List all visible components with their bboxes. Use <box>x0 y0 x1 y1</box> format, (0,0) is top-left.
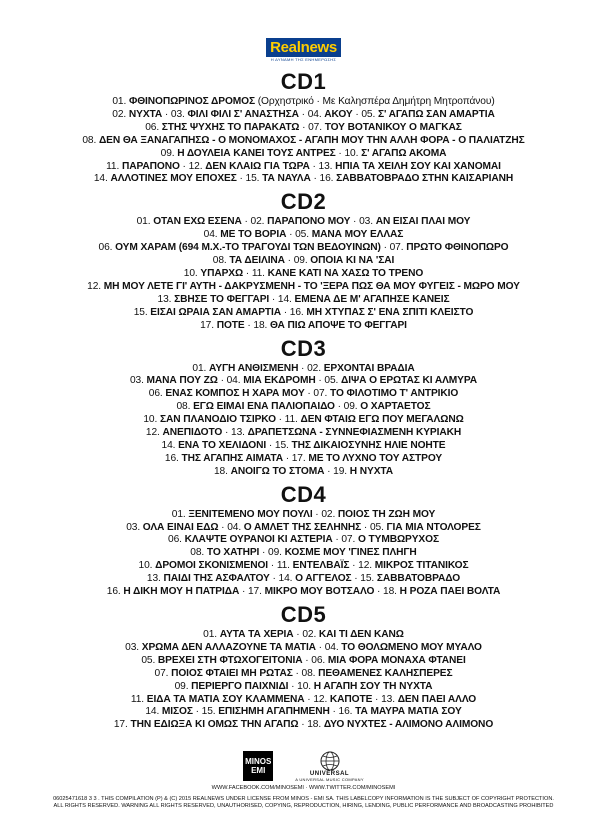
track-line <box>0 294 607 307</box>
track-line <box>0 668 607 681</box>
track-number: 11. <box>106 160 122 172</box>
track-title: Ο ΑΜΛΕΤ ΤΗΣ ΣΕΛΗΝΗΣ <box>243 521 362 533</box>
separator: · <box>222 427 231 439</box>
track-line <box>0 401 607 414</box>
track-number: 07. <box>389 242 407 254</box>
track-number: 18. <box>253 319 270 331</box>
track-title: ΠΑΙΔΙ ΤΗΣ ΑΣΦΑΛΤΟΥ <box>163 573 270 585</box>
disc-1 <box>0 68 607 186</box>
track-title: ΤΑ ΜΑΥΡΑ ΜΑΤΙΑ ΣΟΥ <box>355 706 462 718</box>
separator: · <box>284 255 294 267</box>
separator: · <box>218 521 228 533</box>
separator: · <box>179 160 189 172</box>
track-title: ΕΝΑΣ ΚΟΜΠΟΣ Η ΧΑΡΑ ΜΟΥ <box>165 388 305 400</box>
track-number: 11. <box>284 414 301 426</box>
separator: · <box>292 667 302 679</box>
globe-icon <box>320 751 340 771</box>
emi-text: EMI <box>251 766 266 775</box>
track-title: ΜΙΚΡΟ ΜΟΥ ΒΟΤΣΑΛΟ <box>264 586 375 598</box>
track-number: 13. <box>146 573 164 585</box>
separator: · <box>324 465 334 477</box>
track-number: 15. <box>133 306 151 318</box>
track-line <box>0 388 607 401</box>
track-title: ΤΗΝ ΕΔΙΩΞΑ ΚΙ ΟΜΩΣ ΤΗΝ ΑΓΑΠΩ <box>130 719 299 731</box>
track-number: 15. <box>360 573 377 585</box>
track-title: ΔΡΟΜΟΙ ΣΚΟΝΙΣΜΕΝΟΙ <box>155 560 269 572</box>
separator: · <box>335 147 345 159</box>
separator: · <box>281 306 290 318</box>
track-number: 11. <box>251 267 268 279</box>
track-number: 17. <box>200 319 217 331</box>
track-title: ΞΕΝΙΤΕΜΕΝΟ ΜΟΥ ΠΟΥΛΙ <box>188 508 313 520</box>
track-number: 08. <box>301 667 319 679</box>
separator: · <box>243 267 252 279</box>
separator: · <box>315 375 325 387</box>
track-title: ΤΟ ΦΙΛΟΤΙΜΟ Τ' ΑΝΤΡΙΚΙΟ <box>330 388 459 400</box>
track-title: ΟΤΑΝ ΕΧΩ ΕΣΕΝΑ <box>153 216 242 228</box>
track-title: ΤΑ ΔΕΙΛΙΝΑ <box>229 255 285 267</box>
track-line <box>0 586 607 599</box>
track-title: Ο ΤΥΜΒΩΡΥΧΟΣ <box>357 534 439 546</box>
track-title: ΗΠΙΑ ΤΑ ΧΕΙΛΗ ΣΟΥ ΚΑΙ ΧΑΝΟΜΑΙ <box>335 160 501 172</box>
legal-line-1: 06025471618 3 3 . THIS COMPILATION (P) & (C) 2015 REALNEWS UNDER LICENSE FROM MINOS - EMI SA. THIS LABELCOPY INFORMATION IS THE SUBJECT OF COPYRIGHT PROTECTION. <box>53 796 554 802</box>
track-line <box>0 706 607 719</box>
track-number: 05. <box>324 375 342 387</box>
track-title: ΥΠΑΡΧΩ <box>200 267 244 279</box>
track-number: 07. <box>154 667 172 679</box>
track-line <box>0 509 607 522</box>
track-title: ΟΛΑ ΕΙΝΑΙ ΕΔΩ <box>142 521 219 533</box>
track-number: 02. <box>112 108 129 120</box>
track-line <box>0 414 607 427</box>
track-title: ΔΕΝ ΠΑΕΙ ΑΛΛΟ <box>397 693 477 705</box>
track-line <box>0 281 607 294</box>
track-line <box>0 655 607 668</box>
track-line <box>0 375 607 388</box>
track-line <box>0 453 607 466</box>
track-title: ΟΥΜ ΧΑΡΑΜ (694 Μ.Χ.-ΤΟ ΤΡΑΓΟΥΔΙ ΤΩΝ ΒΕΔΟΥΙΝΩΝ) <box>115 242 381 254</box>
realnews-logo <box>263 38 344 64</box>
track-title: ΒΡΕΧΕΙ ΣΤΗ ΦΤΩΧΟΓΕΙΤΟΝΙΑ <box>157 654 303 666</box>
track-number: 10. <box>143 414 160 426</box>
track-title: ΕΝΑ ΤΟ ΧΕΛΙΔΟΝΙ <box>178 439 267 451</box>
track-number: 13. <box>381 693 398 705</box>
track-number: 10. <box>138 560 156 572</box>
track-title: ΣΑΝ ΠΛΑΝΟΔΙΟ ΤΣΙΡΚΟ <box>159 414 276 426</box>
track-title: ΕΙΔΑ ΤΑ ΜΑΤΙΑ ΣΟΥ ΚΛΑΜΜΕΝΑ <box>146 693 305 705</box>
track-note: (Ορχηστρικό · Με Καλησπέρα Δημήτρη Μητροπάνου) <box>255 96 495 107</box>
track-number: 03. <box>129 375 147 387</box>
separator: · <box>288 680 298 692</box>
track-line <box>0 268 607 281</box>
track-line <box>0 642 607 655</box>
separator: · <box>268 560 277 572</box>
track-title: ΜΗ ΜΟΥ ΛΕΤΕ ΓΙ' ΑΥΤΗ - ΔΑΚΡΥΣΜΕΝΗ - ΤΟ 'ΞΕΡΑ ΠΩΣ ΘΑ ΜΟΥ ΦΥΓΕΙΣ - ΜΩΡΟ ΜΟΥ <box>103 280 520 292</box>
track-title: ΠΕΡΙΕΡΓΟ ΠΑΙΧΝΙΔΙ <box>191 680 289 692</box>
track-number: 02. <box>307 362 324 374</box>
track-number: 06. <box>148 388 166 400</box>
track-title: ΤΗΣ ΑΓΑΠΗΣ ΑΙΜΑΤΑ <box>181 452 283 464</box>
track-number: 08. <box>212 255 230 267</box>
track-title: ΠΡΩΤΟ ΦΘΙΝΟΠΩΡΟ <box>406 242 509 254</box>
track-title: ΑΝΕΠΙΔΟΤΟ <box>162 427 223 439</box>
track-number: 12. <box>188 160 206 172</box>
separator: · <box>239 586 248 598</box>
track-line <box>0 440 607 453</box>
universal-text: UNIVERSAL <box>309 770 350 777</box>
track-number: 04. <box>307 108 325 120</box>
track-title: ΕΠΙΣΗΜΗ ΑΓΑΠΗΜΕΝΗ <box>218 706 330 718</box>
separator: · <box>304 693 314 705</box>
track-title: ΜΗ ΧΤΥΠΑΣ Σ' ΕΝΑ ΣΠΙΤΙ ΚΛΕΙΣΤΟ <box>306 306 474 318</box>
track-line <box>0 173 607 186</box>
track-number: 17. <box>113 719 131 731</box>
track-title: ΔΙΨΑ Ο ΕΡΩΤΑΣ ΚΙ ΑΛΜΥΡΑ <box>341 375 478 387</box>
separator: · <box>309 160 319 172</box>
track-number: 11. <box>130 693 147 705</box>
track-number: 15. <box>245 173 263 185</box>
track-title: ΕΡΧΟΝΤΑΙ ΒΡΑΔΙΑ <box>323 362 415 374</box>
social-urls: WWW.FACEBOOK.COM/MINOSEMI · WWW.TWITTER.COM/MINOSEMI <box>211 785 396 791</box>
disc-5 <box>0 601 607 732</box>
separator: · <box>298 108 308 120</box>
track-number: 18. <box>383 586 400 598</box>
track-title: ΤΗΣ ΔΙΚΑΙΟΣΥΝΗΣ ΗΛΙΕ ΝΟΗΤΕ <box>291 439 446 451</box>
track-number: 11. <box>276 560 293 572</box>
separator: · <box>298 362 308 374</box>
track-line <box>0 242 607 255</box>
track-title: ΜΕ ΤΟ ΒΟΡΙΑ <box>220 229 287 241</box>
track-number: 13. <box>157 293 175 305</box>
track-title: ΓΙΑ ΜΙΑ ΝΤΟΛΟΡΕΣ <box>386 521 481 533</box>
track-number: 06. <box>145 121 162 133</box>
track-title: ΘΑ ΠΙΩ ΑΠΟΨΕ ΤΟ ΦΕΓΓΑΡΙ <box>269 319 407 331</box>
track-title: Η ΔΙΚΗ ΜΟΥ Η ΠΑΤΡΙΔΑ <box>123 586 240 598</box>
track-number: 09. <box>268 547 285 559</box>
track-number: 04. <box>227 521 244 533</box>
track-number: 09. <box>293 255 311 267</box>
track-title: ΜΕ ΤΟ ΛΥΧΝΟ ΤΟΥ ΑΣΤΡΟΥ <box>308 452 443 464</box>
track-title: ΚΑΠΟΤΕ <box>329 693 373 705</box>
separator: · <box>293 629 303 640</box>
track-number: 16. <box>164 452 182 464</box>
track-number: 04. <box>226 375 244 387</box>
track-title: ΠΟΙΟΣ ΦΤΑΙΕΙ ΜΗ ΡΩΤΑΣ <box>171 667 293 679</box>
track-number: 14. <box>145 706 162 718</box>
track-title: Ο ΧΑΡΤΑΕΤΟΣ <box>360 401 431 413</box>
track-title: ΣΑΒΒΑΤΟΒΡΑΔΟ <box>376 573 461 585</box>
logo-text: Realnews <box>266 38 341 57</box>
track-line <box>0 466 607 479</box>
disc-title: CD4 <box>280 481 327 507</box>
track-line <box>0 255 607 268</box>
disc-title: CD3 <box>280 335 327 361</box>
track-number: 08. <box>190 547 207 559</box>
track-number: 16. <box>338 706 356 718</box>
track-line <box>0 216 607 229</box>
track-line <box>0 681 607 694</box>
track-line <box>0 573 607 586</box>
track-number: 18. <box>213 465 231 477</box>
separator: · <box>275 414 285 426</box>
track-title: ΑΥΓΗ ΑΝΘΙΣΜΕΝΗ <box>208 362 299 374</box>
track-number: 17. <box>291 452 309 464</box>
track-title: ΤΟΥ ΒΟΤΑΝΙΚΟΥ Ο ΜΑΓΚΑΣ <box>324 121 462 133</box>
track-line <box>0 560 607 573</box>
track-title: ΤΟ ΧΑΤΗΡΙ <box>206 547 260 559</box>
track-line <box>0 148 607 161</box>
track-title: ΑΝΟΙΓΩ ΤΟ ΣΤΟΜΑ <box>230 465 325 477</box>
track-title: ΜΙΣΟΣ <box>161 706 193 718</box>
track-title: ΑΛΛΟΤΙΝΕΣ ΜΟΥ ΕΠΟΧΕΣ <box>110 173 237 185</box>
disc-title: CD2 <box>280 189 327 215</box>
track-line <box>0 307 607 320</box>
separator: · <box>350 216 360 228</box>
track-number: 17. <box>247 586 265 598</box>
track-number: 03. <box>170 108 188 120</box>
separator: · <box>349 560 359 572</box>
track-number: 07. <box>313 388 330 400</box>
minos-emi-logo <box>243 751 273 781</box>
track-title: ΚΑΙ ΤΙ ΔΕΝ ΚΑΝΩ <box>318 629 404 640</box>
track-title: ΦΘΙΝΟΠΩΡΙΝΟΣ ΔΡΟΜΟΣ <box>128 96 256 107</box>
disc-2 <box>0 188 607 332</box>
logo-subtitle: Η ΔΥΝΑΜΗ ΤΗΣ ΕΝΗΜΕΡΩΣΗΣ <box>270 57 337 62</box>
track-number: 10. <box>183 267 201 279</box>
track-number: 03. <box>126 521 143 533</box>
track-title: ΕΙΣΑΙ ΩΡΑΙΑ ΣΑΝ ΑΜΑΡΤΙΑ <box>150 306 282 318</box>
track-number: 05. <box>369 521 387 533</box>
track-title: ΚΑΝΕ ΚΑΤΙ ΝΑ ΧΑΣΩ ΤΟ ΤΡΕΝΟ <box>267 267 424 279</box>
track-title: ΤΑ ΝΑΥΛΑ <box>262 173 311 185</box>
track-title: ΜΙΚΡΟΣ ΤΙΤΑΝΙΚΟΣ <box>374 560 469 572</box>
track-title: ΔΡΑΠΕΤΣΩΝΑ - ΣΥΝΝΕΦΙΑΣΜΕΝΗ ΚΥΡΙΑΚΗ <box>247 427 462 439</box>
track-number: 12. <box>313 693 330 705</box>
disc-title: CD1 <box>280 69 327 94</box>
separator: · <box>329 706 339 718</box>
umg-text: A UNIVERSAL MUSIC COMPANY <box>295 776 364 782</box>
track-number: 05. <box>361 108 378 120</box>
track-line <box>0 135 607 148</box>
track-title: ΕΝΤΕΛΒΑΪΣ <box>292 560 350 572</box>
track-number: 05. <box>295 229 312 241</box>
track-title: ΜΑΝΑ ΠΟΥ ΖΩ <box>146 375 218 387</box>
track-number: 08. <box>176 401 194 413</box>
separator: · <box>217 375 227 387</box>
separator: · <box>310 173 320 185</box>
track-line <box>0 96 607 109</box>
track-title: ΔΕΝ ΦΤΑΙΩ ΕΓΩ ΠΟΥ ΜΕΓΑΛΩΝΩ <box>300 414 464 426</box>
legal-notice <box>0 796 607 810</box>
track-title: ΝΥΧΤΑ <box>128 108 163 120</box>
track-title: ΠΟΤΕ <box>216 319 245 331</box>
universal-logo <box>295 751 364 782</box>
track-number: 09. <box>160 147 178 159</box>
track-title: Η ΔΟΥΛΕΙΑ ΚΑΝΕΙ ΤΟΥΣ ΑΝΤΡΕΣ <box>177 147 336 159</box>
track-number: 01. <box>203 629 220 640</box>
track-title: ΣΒΗΣΕ ΤΟ ΦΕΓΓΑΡΙ <box>174 293 270 305</box>
track-line <box>0 161 607 174</box>
track-title: Σ' ΑΓΑΠΩ ΣΑΝ ΑΜΑΡΤΙΑ <box>377 108 495 120</box>
track-number: 14. <box>161 439 179 451</box>
track-line <box>0 109 607 122</box>
track-number: 18. <box>307 719 324 731</box>
track-title: ΣΤΗΣ ΨΥΧΗΣ ΤΟ ΠΑΡΑΚΑΤΩ <box>161 121 300 133</box>
separator: · <box>361 521 370 533</box>
track-number: 02. <box>302 629 319 640</box>
track-number: 01. <box>192 362 209 374</box>
track-number: 04. <box>203 229 221 241</box>
track-number: 10. <box>297 680 314 692</box>
separator: · <box>269 573 279 585</box>
track-title: ΜΙΑ ΕΚΔΡΟΜΗ <box>243 375 316 387</box>
disc-3 <box>0 335 607 479</box>
track-number: 13. <box>318 160 336 172</box>
track-title: ΕΜΕΝΑ ΔΕ Μ' ΑΓΑΠΗΣΕ ΚΑΝΕΙΣ <box>294 293 450 305</box>
separator: · <box>351 573 361 585</box>
track-title: ΚΟΣΜΕ ΜΟΥ 'ΓΙΝΕΣ ΠΛΗΓΗ <box>284 547 417 559</box>
track-line <box>0 522 607 535</box>
track-title: ΔΕΝ ΚΛΑΙΩ ΓΙΑ ΤΩΡΑ <box>205 160 310 172</box>
track-number: 07. <box>308 121 325 133</box>
track-line <box>0 229 607 242</box>
track-number: 03. <box>359 216 376 228</box>
track-number: 07. <box>341 534 358 546</box>
track-title: ΦΙΛΙ ΦΙΛΙ Σ' ΑΝΑΣΤΗΣΑ <box>187 108 299 120</box>
track-line <box>0 534 607 547</box>
tracklist <box>0 66 607 732</box>
disc-title: CD5 <box>280 602 327 627</box>
track-title: ΟΠΟΙΑ ΚΙ ΝΑ 'ΣΑΙ <box>310 255 395 267</box>
separator: · <box>269 293 278 305</box>
track-number: 16. <box>106 586 124 598</box>
separator: · <box>372 693 382 705</box>
track-title: ΑΥΤΑ ΤΑ ΧΕΡΙΑ <box>219 629 294 640</box>
track-number: 02. <box>321 508 338 520</box>
track-number: 10. <box>344 147 362 159</box>
track-title: ΤΟ ΘΟΛΩΜΕΝΟ ΜΟΥ ΜΥΑΛΟ <box>341 641 482 653</box>
track-line <box>0 629 607 642</box>
separator: · <box>236 173 246 185</box>
track-number: 09. <box>343 401 361 413</box>
track-number: 06. <box>98 242 116 254</box>
disc-4 <box>0 481 607 599</box>
record-labels <box>0 751 607 781</box>
track-title: ΜΑΝΑ ΜΟΥ ΕΛΛΑΣ <box>311 229 404 241</box>
track-title: ΠΑΡΑΠΟΝΟ <box>121 160 180 172</box>
separator: · <box>241 216 251 228</box>
separator: · <box>334 401 344 413</box>
track-title: ΚΛΑΨΤΕ ΟΥΡΑΝΟΙ ΚΙ ΑΣΤΕΡΙΑ <box>184 534 333 546</box>
track-number: 09. <box>174 680 192 692</box>
track-number: 16. <box>289 306 307 318</box>
track-line <box>0 320 607 333</box>
separator: · <box>299 121 309 133</box>
separator: · <box>259 547 269 559</box>
separator: · <box>374 586 384 598</box>
track-title: ΕΓΩ ΕΙΜΑΙ ΕΝΑ ΠΑΛΙΟΠΑΙΔΟ <box>193 401 335 413</box>
track-number: 14. <box>278 573 296 585</box>
track-number: 12. <box>145 427 163 439</box>
track-number: 12. <box>87 280 104 292</box>
track-title: ΠΟΙΟΣ ΤΗ ΖΩΗ ΜΟΥ <box>337 508 436 520</box>
track-title: ΣΑΒΒΑΤΟΒΡΑΔΟ ΣΤΗΝ ΚΑΙΣΑΡΙΑΝΗ <box>336 173 514 185</box>
track-number: 06. <box>168 534 185 546</box>
track-number: 01. <box>136 216 154 228</box>
track-number: 08. <box>82 134 99 146</box>
track-title: ΑΝ ΕΙΣΑΙ ΠΛΑΙ ΜΟΥ <box>375 216 471 228</box>
separator: · <box>298 719 308 731</box>
separator: · <box>192 706 202 718</box>
separator: · <box>282 452 292 464</box>
track-number: 04. <box>324 641 342 653</box>
track-number: 15. <box>201 706 219 718</box>
track-title: Η ΝΥΧΤΑ <box>349 465 394 477</box>
track-title: Η ΡΟΖΑ ΠΑΕΙ ΒΟΛΤΑ <box>399 586 501 598</box>
separator: · <box>380 242 390 254</box>
track-title: ΠΑΡΑΠΟΝΟ ΜΟΥ <box>267 216 351 228</box>
track-line <box>0 427 607 440</box>
track-number: 14. <box>93 173 111 185</box>
track-number: 12. <box>358 560 375 572</box>
track-title: ΑΚΟΥ <box>324 108 353 120</box>
track-line <box>0 122 607 135</box>
track-number: 01. <box>171 508 189 520</box>
track-number: 01. <box>112 96 129 107</box>
separator: · <box>266 439 275 451</box>
track-title: ΧΡΩΜΑ ΔΕΝ ΑΛΛΑΖΟΥΝΕ ΤΑ ΜΑΤΙΑ <box>141 641 316 653</box>
track-title: Σ' ΑΓΑΠΩ ΑΚΟΜΑ <box>361 147 447 159</box>
track-number: 15. <box>274 439 292 451</box>
track-title: ΜΙΑ ΦΟΡΑ ΜΟΝΑΧΑ ΦΤΑΝΕΙ <box>327 654 466 666</box>
track-number: 02. <box>250 216 268 228</box>
track-line <box>0 694 607 707</box>
track-title: Η ΑΓΑΠΗ ΣΟΥ ΤΗ ΝΥΧΤΑ <box>313 680 433 692</box>
separator: · <box>286 229 296 241</box>
separator: · <box>302 654 312 666</box>
track-number: 16. <box>319 173 337 185</box>
separator: · <box>332 534 342 546</box>
track-title: Ο ΑΓΓΕΛΟΣ <box>295 573 352 585</box>
track-number: 03. <box>125 641 142 653</box>
track-title: ΔΥΟ ΝΥΧΤΕΣ - ΑΛΙΜΟΝΟ ΑΛΙΜΟΝΟ <box>323 719 494 731</box>
track-line <box>0 719 607 732</box>
separator: · <box>304 388 314 400</box>
track-number: 13. <box>231 427 248 439</box>
track-line <box>0 363 607 376</box>
separator: · <box>244 319 254 331</box>
minos-text: MINOS <box>245 757 272 766</box>
track-line <box>0 547 607 560</box>
separator: · <box>352 108 362 120</box>
track-number: 19. <box>333 465 350 477</box>
separator: · <box>162 108 171 120</box>
track-number: 05. <box>141 654 158 666</box>
track-title: ΠΕΘΑΜΕΝΕΣ ΚΑΛΗΣΠΕΡΕΣ <box>318 667 453 679</box>
legal-line-2: ALL RIGHTS RESERVED. WARNING ALL RIGHTS RESERVED, UNAUTHORISED, COPYING, REPRODUCTION, HIRING, LENDING, PUBLIC PERFORMANCE AND BROADCASTING PROHIBITED <box>53 803 554 809</box>
track-number: 06. <box>311 654 328 666</box>
track-title: ΔΕΝ ΘΑ ΞΑΝΑΓΑΠΗΣΩ - Ο ΜΟΝΟΜΑΧΟΣ - ΑΓΑΠΗ ΜΟΥ ΤΗΝ ΑΛΛΗ ΦΟΡΑ - Ο ΠΑΛΙΑΤΖΗΣ <box>98 134 525 146</box>
separator: · <box>312 508 322 520</box>
track-number: 14. <box>277 293 295 305</box>
separator: · <box>315 641 325 653</box>
